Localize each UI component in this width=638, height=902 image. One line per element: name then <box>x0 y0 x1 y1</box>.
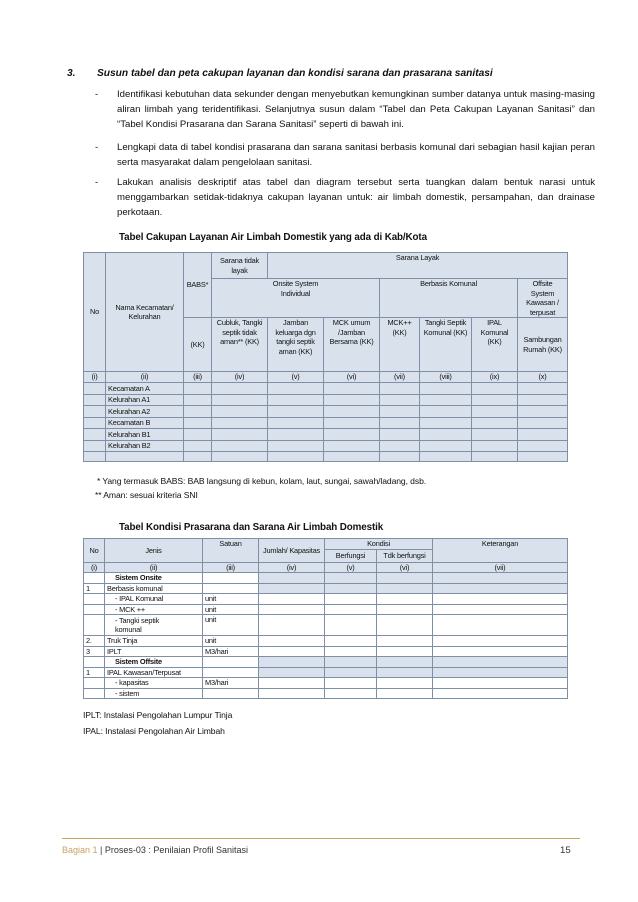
bullet-text: Lengkapi data di tabel kondisi prasarana dan sarana sanitasi berbasis komunal dari sebagian hasil kajian peran serta masyarakat dalam pengelolaan sanitasi. <box>117 142 595 168</box>
table-row <box>84 406 568 418</box>
table-row: 1 Berbasis komunal <box>84 583 568 594</box>
row-name: Kecamatan A <box>106 383 184 395</box>
th-jamban: Jamban keluarga dgn tangki septik aman (KK) <box>268 318 324 372</box>
footer-left <box>62 845 248 855</box>
th2-keterangan: Keterangan <box>433 539 568 563</box>
th-kawasan: Kawasan / terpusat <box>526 298 559 317</box>
note-babs: * Yang termasuk BABS: BAB langsung di kebun, kolam, laut, sungai, sawah/ladang, dsb. <box>97 476 427 486</box>
row-jenis: IPAL Kawasan/Terpusat <box>105 667 203 678</box>
th-sarana-tidak-layak: Sarana tidak layak <box>212 253 268 279</box>
th2-kondisi: Kondisi <box>325 539 433 550</box>
index-row: (i) (ii) (iii) (iv) (v) (vi) (vii) <box>84 562 568 573</box>
th-ipal-komunal: IPAL Komunal (KK) <box>472 318 518 372</box>
th-no: No <box>84 253 106 372</box>
table-row: - kapasitas M3/hari <box>84 678 568 689</box>
table2-caption: Tabel Kondisi Prasarana dan Sarana Air Limbah Domestik <box>119 522 384 533</box>
bullet-item: - Lengkapi data di tabel kondisi prasarana dan sarana sanitasi berbasis komunal dari sebagian hasil kajian peran serta masyarakat dalam pengelolaan sanitasi. <box>95 142 595 168</box>
row-jenis: - kapasitas <box>105 678 203 689</box>
th2-jumlah: Jumlah/ Kapasitas <box>259 539 325 563</box>
condition-table <box>83 538 568 699</box>
row-jenis: - MCK ++ <box>105 604 203 615</box>
table-row <box>84 688 568 699</box>
th-babs: BABS* <box>184 253 212 318</box>
page-number: 15 <box>560 845 571 856</box>
table-row: - IPAL Komunal unit <box>84 594 568 605</box>
table-row <box>84 573 568 584</box>
row-name: Kecamatan B <box>106 417 184 429</box>
table-row <box>84 452 568 462</box>
row-jenis: - Tangki septik komunal <box>105 615 203 636</box>
th2-satuan: Satuan <box>203 539 259 563</box>
bullet-text: Identifikasi kebutuhan data sekunder dengan menyebutkan kemungkinan sumber datanya untuk masing-masing aliran limbah yang teridentifikasi. Selanjutnya susun dalam “Tabel dan Peta Cakupan Layanan Sanitasi” dan “Tabel Kondisi Prasarana dan Sarana Sanitasi” seperti di bawah ini. <box>117 89 595 130</box>
section-title: Susun tabel dan peta cakupan layanan dan kondisi sarana dan prasarana sanitasi <box>97 68 493 79</box>
table1-caption: Tabel Cakupan Layanan Air Limbah Domestik yang ada di Kab/Kota <box>119 232 427 243</box>
th2-berfungsi: Berfungsi <box>325 549 377 562</box>
table-row: 3 IPLT M3/hari <box>84 646 568 657</box>
th-mck: MCK umum /Jamban Bersama (KK) <box>324 318 380 372</box>
row-jenis: Sistem Offsite <box>105 657 203 668</box>
th2-no: No <box>84 539 105 563</box>
abbr-iplt: IPLT: Instalasi Pengolahan Lumpur Tinja <box>83 710 233 720</box>
table-row: - Tangki septik komunal unit <box>84 615 568 636</box>
bullet-item: - Identifikasi kebutuhan data sekunder dengan menyebutkan kemungkinan sumber datanya untuk masing-masing aliran limbah yang teridentifikasi. Selanjutnya susun dalam “Tabel dan Peta Cakupan Layanan Sanitasi” dan “Tabel Kondisi Prasarana dan Sarana Sanitasi” seperti di bawah ini. <box>95 89 595 130</box>
table-row <box>84 383 568 395</box>
footer-sep: | <box>100 845 103 855</box>
th-sarana-layak: Sarana Layak <box>268 253 568 279</box>
table-row <box>84 394 568 406</box>
table-row <box>84 440 568 452</box>
th-individual: Individual <box>280 288 311 298</box>
row-name: Kelurahan A2 <box>106 406 184 418</box>
bullet-item: - Lakukan analisis deskriptif atas tabel dan diagram tersebut serta tuangkan dalam bentuk narasi untuk menggambarkan setidak-tidaknya cakupan layanan untuk: air limbah domestik, persampahan, dan drainase perkotaan. <box>95 177 595 218</box>
th-onsite: Onsite System Individual <box>212 279 380 318</box>
table-row <box>84 657 568 668</box>
footer-text: Proses-03 : Penilaian Profil Sanitasi <box>104 845 248 855</box>
th-cubluk: Cubluk, Tangki septik tidak aman** (KK) <box>212 318 268 372</box>
th-mckpp: MCK++ (KK) <box>380 318 420 372</box>
th-sambungan: Sambungan Rumah (KK) <box>518 318 568 372</box>
th-babs-kk: (KK) <box>184 318 212 372</box>
section-heading <box>67 68 587 79</box>
footer-divider <box>62 838 580 839</box>
row-name: Kelurahan B1 <box>106 429 184 441</box>
section-number: 3. <box>67 68 76 79</box>
abbr-ipal: IPAL: Instalasi Pengolahan Air Limbah <box>83 726 225 736</box>
th2-jenis: Jenis <box>105 539 203 563</box>
note-aman: ** Aman: sesuai kriteria SNI <box>95 490 198 500</box>
row-jenis: Berbasis komunal <box>105 583 203 594</box>
th-nama: Nama Kecamatan/ Kelurahan <box>106 253 184 372</box>
th-berbasis-komunal: Berbasis Komunal <box>380 279 518 318</box>
footer-part: Bagian 1 <box>62 845 98 855</box>
row-name: Kelurahan B2 <box>106 440 184 452</box>
row-jenis: - IPAL Komunal <box>105 594 203 605</box>
table-row <box>84 429 568 441</box>
table-row: 1 IPAL Kawasan/Terpusat <box>84 667 568 678</box>
bullet-text: Lakukan analisis deskriptif atas tabel dan diagram tersebut serta tuangkan dalam bentuk narasi untuk menggambarkan setidak-tidaknya cakupan layanan untuk: air limbah domestik, persampahan, dan drainase perkotaan. <box>117 177 595 218</box>
row-jenis: Truk Tinja <box>105 636 203 647</box>
coverage-table <box>83 252 568 462</box>
th-offsite: Offsite System Kawasan / terpusat <box>518 279 568 318</box>
row-jenis: Sistem Onsite <box>105 573 203 584</box>
table-row: 2. Truk Tinja unit <box>84 636 568 647</box>
table-row: - MCK ++ unit <box>84 604 568 615</box>
th2-tdk-berfungsi: Tdk berfungsi <box>377 549 433 562</box>
row-jenis: - sistem <box>105 688 203 699</box>
table-row <box>84 417 568 429</box>
index-row: (i) (ii) (iii) (iv) (v) (vi) (vii) (viii) (ix) (x) <box>84 372 568 383</box>
row-name: Kelurahan A1 <box>106 394 184 406</box>
th-tangki-komunal: Tangki Septik Komunal (KK) <box>420 318 472 372</box>
row-jenis: IPLT <box>105 646 203 657</box>
